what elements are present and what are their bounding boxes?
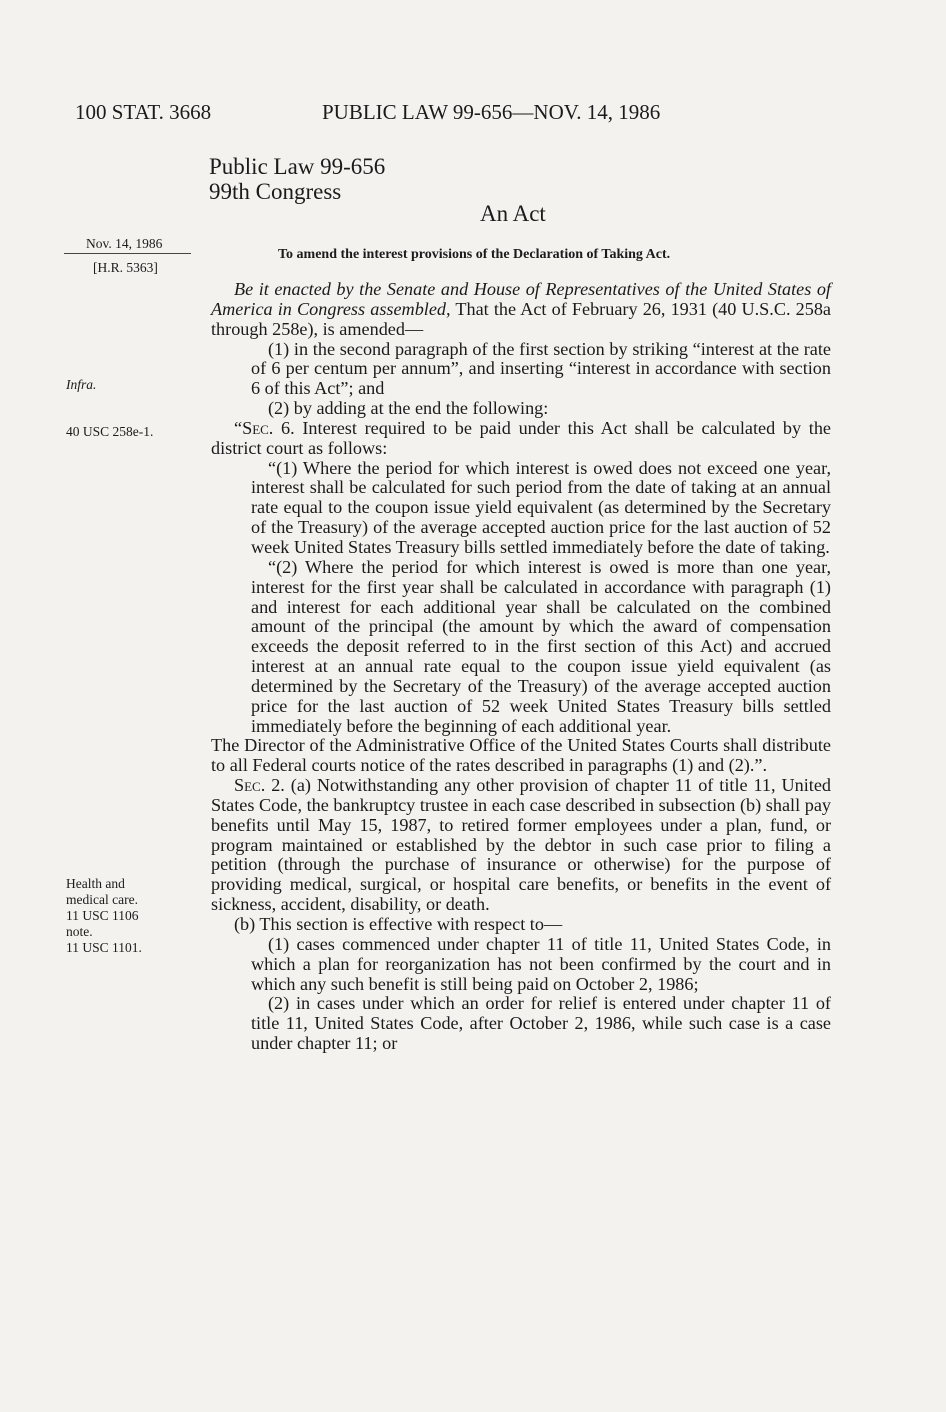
margin-usc-citation: 40 USC 258e-1. xyxy=(66,424,154,439)
margin-health-topic: Health and xyxy=(66,876,125,891)
page-stat-number: 100 STAT. 3668 xyxy=(75,100,212,124)
section-6-paragraph-1: “(1) Where the period for which interest is owed does not exceed one year, interest shall be calculated for such period from the date of taking at an annual rate equal to the coupon issue yield equivalent (as determined by the Secretary of the Treasury) of the average accepted auction price for the last auction of 52 week United States Treasury bills settled immediately before the date of taking. xyxy=(251,457,831,557)
margin-bill-number: [H.R. 5363] xyxy=(93,260,158,275)
margin-date: Nov. 14, 1986 xyxy=(86,236,163,251)
section-2-lead: Sec. xyxy=(234,775,266,796)
margin-divider xyxy=(64,253,191,254)
act-heading: An Act xyxy=(480,201,546,226)
margin-note-label: note. xyxy=(66,924,93,939)
running-title: PUBLIC LAW 99-656—NOV. 14, 1986 xyxy=(322,100,661,124)
section-6-paragraph-2: “(2) Where the period for which interest is owed is more than one year, interest for the first year shall be calculated in accordance with paragraph (1) and interest for each additional year shall be calculated on the combined amount of the principal (the amount by which the award of compensation exceeds the deposit referred to in the first section of this Act) and accrued interest at an annual rate equal to the coupon issue yield equivalent (as determined by the Secretary of the Treasury) of the average accepted auction price for the last auction of 52 week United States Treasury bills settled immediately before the beginning of each additional year. xyxy=(251,556,831,736)
section-2b-item-2: (2) in cases under which an order for relief is entered under chapter 11 of title 11, United States Code, after October 2, 1986, while such case is a case under chapter 11; or xyxy=(251,993,831,1054)
enacting-clause xyxy=(211,280,831,340)
statute-body xyxy=(211,280,831,1054)
section-6-text: 6. Interest required to be paid under this Act shall be calculated by the district court as follows: xyxy=(211,417,831,458)
section-2a xyxy=(211,776,831,915)
section-2b-item-1: (1) cases commenced under chapter 11 of title 11, United States Code, in which a plan for reorganization has not been confirmed by the court and in which any such benefit is still being paid on October 2, 1986; xyxy=(251,933,831,994)
section-6 xyxy=(211,419,831,459)
public-law-number: Public Law 99-656 xyxy=(209,154,386,179)
margin-health-topic-2: medical care. xyxy=(66,892,138,907)
enacting-clause-italic: Be it enacted by the Senate and House of Representatives of the United States of America in Congress assembled, xyxy=(211,279,831,319)
margin-usc-1101: 11 USC 1101. xyxy=(66,940,142,955)
section-2-text: 2. (a) Notwithstanding any other provision of chapter 11 of title 11, United States Code, the bankruptcy trustee in each case described in subsection (b) shall pay benefits until May 15, 1987, to retired former employees under a plan, fund, or program maintained or established by the debtor in such case prior to filing a petition (through the purchase of insurance or otherwise) for the purpose of providing medical, surgical, or hospital care benefits, or benefits in the event of sickness, accident, disability, or death. xyxy=(211,775,831,915)
act-purpose: To amend the interest provisions of the Declaration of Taking Act. xyxy=(278,247,671,262)
enacting-clause-rest: That the Act of February 26, 1931 (40 U.S.C. 258a through 258e), is amended— xyxy=(211,298,832,339)
director-notice: The Director of the Administrative Office of the United States Courts shall distribute to all Federal courts notice of the rates described in paragraphs (1) and (2).”. xyxy=(211,735,831,776)
margin-usc-note: 11 USC 1106 xyxy=(66,908,139,923)
section-6-lead: “Sec. xyxy=(234,417,274,438)
congress-number: 99th Congress xyxy=(209,179,342,204)
amendment-item-1: (1) in the second paragraph of the first section by striking “interest at the rate of 6 per centum per annum”, and inserting “interest in accordance with section 6 of this Act”; and xyxy=(251,338,831,399)
amendment-item-2: (2) by adding at the end the following: xyxy=(268,398,549,419)
margin-infra: Infra. xyxy=(66,377,97,392)
section-2b: (b) This section is effective with respect to— xyxy=(234,914,563,934)
